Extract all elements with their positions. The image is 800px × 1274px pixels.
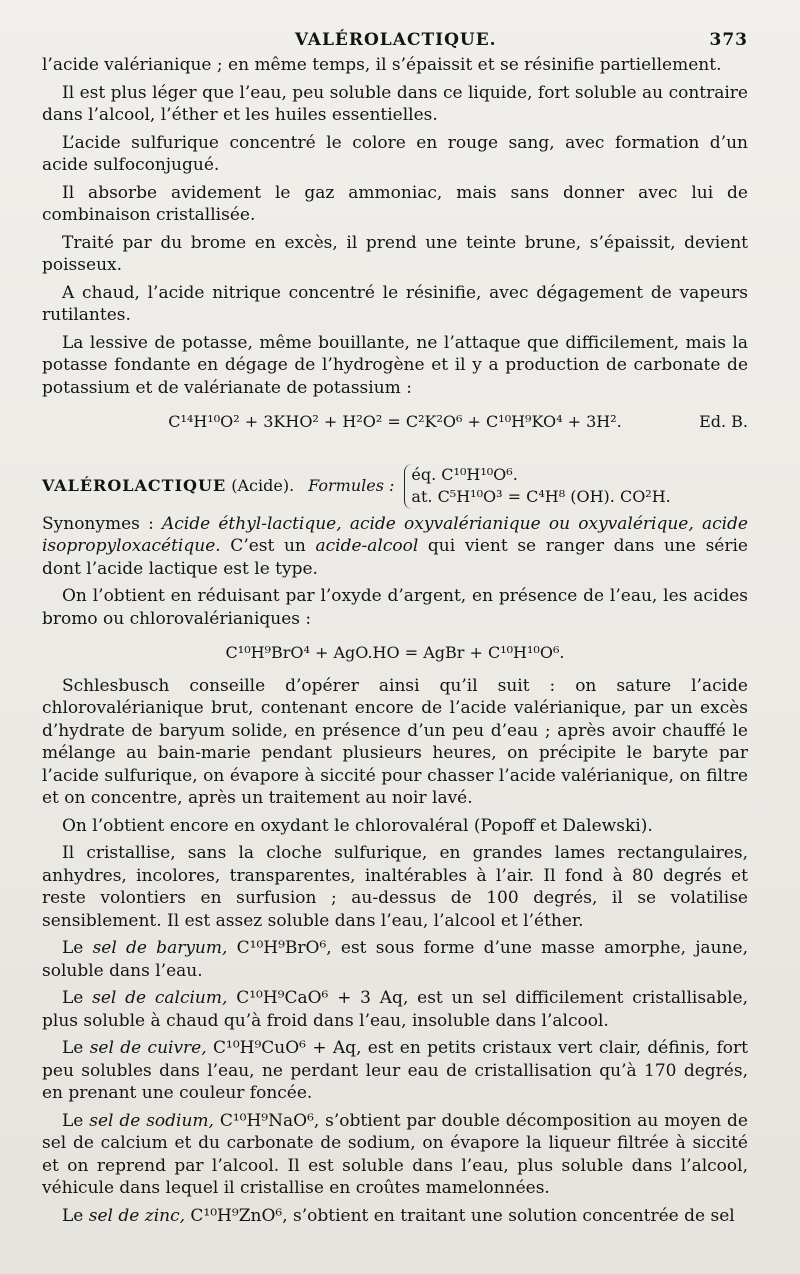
salt-paragraph: [42, 1110, 748, 1200]
paragraph: A chaud, l’acide nitrique concentré le résinifie, avec dégagement de vapeurs rutilantes.: [42, 282, 748, 325]
salt-paragraph: [42, 937, 748, 982]
main-text: [42, 54, 748, 1227]
salt-text: C¹⁰H⁹CaO⁶ + 3 Aq, est un sel difficilement cristallisable, plus soluble à chaud qu’à froid dans l’eau, insoluble dans l’alcool.: [42, 988, 748, 1031]
salt-paragraph: [42, 1205, 748, 1228]
salt-lead: Le: [62, 1110, 90, 1131]
salt-paragraph: [42, 987, 748, 1032]
synonyms-text-end: qui vient se ranger dans une série dont l’acide lactique est le type.: [42, 536, 748, 579]
salt-name: sel de cuivre,: [89, 1038, 207, 1058]
synonyms-text: C’est un: [220, 536, 316, 556]
author-signature: Ed. B.: [699, 412, 748, 431]
page-number: 373: [709, 30, 748, 50]
running-title: VALÉROLACTIQUE.: [294, 30, 497, 50]
dictionary-entry-heading: [42, 464, 748, 509]
synonyms-term: acide-alcool: [315, 536, 419, 556]
paragraph: l’acide valérianique ; en même temps, il s’épaissit et se résinifie partiellement.: [42, 55, 722, 75]
salt-text: C¹⁰H⁹CuO⁶ + Aq, est en petits cristaux vert clair, définis, fort peu solubles dans l’eau, ne perdant leur eau de cristallisation qu’à 170 degrés, en prenant une couleur foncée.: [42, 1038, 748, 1103]
paragraph: L’acide sulfurique concentré le colore en rouge sang, avec formation d’un acide sulfoconjugué.: [42, 132, 748, 175]
paragraph: On l’obtient en réduisant par l’oxyde d’argent, en présence de l’eau, les acides bromo ou chlorovalérianiques :: [42, 586, 748, 629]
entry-kind: (Acide).: [231, 475, 295, 495]
paragraph: Traité par du brome en excès, il prend une teinte brune, s’épaissit, devient poisseux.: [42, 232, 748, 275]
paragraph: Il absorbe avidement le gaz ammoniac, mais sans donner avec lui de combinaison cristallisée.: [42, 182, 748, 225]
reaction-equation-2: C¹⁰H⁹BrO⁴ + AgO.HO = AgBr + C¹⁰H¹⁰O⁶.: [225, 643, 565, 662]
synonyms-names: Acide éthyl-lactique, acide oxyvalérianique ou oxyvalérique, acide isopropyloxacétique.: [42, 513, 748, 556]
paragraph: Schlesbusch conseille d’opérer ainsi qu’il suit : on sature l’acide chlorovalérianique brut, contenant encore de l’acide valérianique, par un excès d’hydrate de baryum solide, en présence d’un peu d’eau ; après avoir chauffé le mélange au bain-marie pendant plusieurs heures, on précipite le baryte par l’acide sulfurique, on évapore à siccité pour chasser l’acide valérianique, on filtre et on concentre, après un traitement au noir lavé.: [42, 675, 748, 808]
formulas-label: Formules :: [308, 475, 395, 495]
paragraph: Il cristallise, sans la cloche sulfurique, en grandes lames rectangulaires, anhydres, incolores, transparentes, inaltérables à l’air. Il fond à 80 degrés et reste volontiers en surfusion ; au-dessus de 100 degrés, il se volatilise sensiblement. Il est assez soluble dans l’eau, l’alcool et l’éther.: [42, 843, 748, 931]
paragraph: La lessive de potasse, même bouillante, ne l’attaque que difficilement, mais la potasse fondante en dégage de l’hydrogène et il y a production de carbonate de potassium et de valérianate de potassium :: [42, 332, 748, 398]
formula-equivalent: éq. C¹⁰H¹⁰O⁶.: [411, 464, 518, 484]
salt-name: sel de calcium,: [92, 988, 228, 1008]
paragraph: On l’obtient encore en oxydant le chlorovaléral (Popoff et Dalewski).: [62, 815, 653, 836]
formulas-brace: [404, 464, 670, 509]
entry-name: VALÉROLACTIQUE: [42, 475, 227, 495]
synonyms-lead: Synonymes :: [42, 513, 162, 534]
formula-atomic: at. C⁵H¹⁰O³ = C⁴H⁸ (OH). CO²H.: [411, 487, 671, 506]
salt-name: sel de sodium,: [89, 1110, 214, 1131]
salt-text: C¹⁰H⁹NaO⁶, s’obtient par double décomposition au moyen de sel de calcium et du carbonate de sodium, on évapore la liqueur filtrée à siccité et on reprend par l’alcool. Il est soluble dans l’eau, plus soluble dans l’alcool, véhicule dans lequel il cristallise en croûtes mamelonnées.: [42, 1110, 748, 1198]
paragraph: Il est plus léger que l’eau, peu soluble dans ce liquide, fort soluble au contraire dans l’alcool, l’éther et les huiles essentielles.: [42, 82, 748, 125]
reaction-equation: [42, 411, 748, 434]
salt-lead: Le: [62, 938, 93, 958]
salt-lead: Le: [62, 1038, 90, 1058]
equation-text: C¹⁴H¹⁰O² + 3KHO² + H²O² = C²K²O⁶ + C¹⁰H⁹KO⁴ + 3H².: [168, 412, 622, 431]
synonyms-paragraph: [42, 513, 748, 581]
salt-paragraph: [42, 1037, 748, 1105]
salt-name: sel de zinc,: [88, 1205, 186, 1226]
running-header: [42, 30, 748, 50]
salt-text: C¹⁰H⁹BrO⁶, est sous forme d’une masse amorphe, jaune, soluble dans l’eau.: [42, 938, 748, 981]
salt-text: C¹⁰H⁹ZnO⁶, s’obtient en traitant une solution concentrée de sel: [185, 1205, 735, 1226]
salt-name: sel de baryum,: [92, 938, 228, 958]
salt-lead: Le: [62, 1205, 89, 1226]
salt-lead: Le: [62, 988, 93, 1008]
